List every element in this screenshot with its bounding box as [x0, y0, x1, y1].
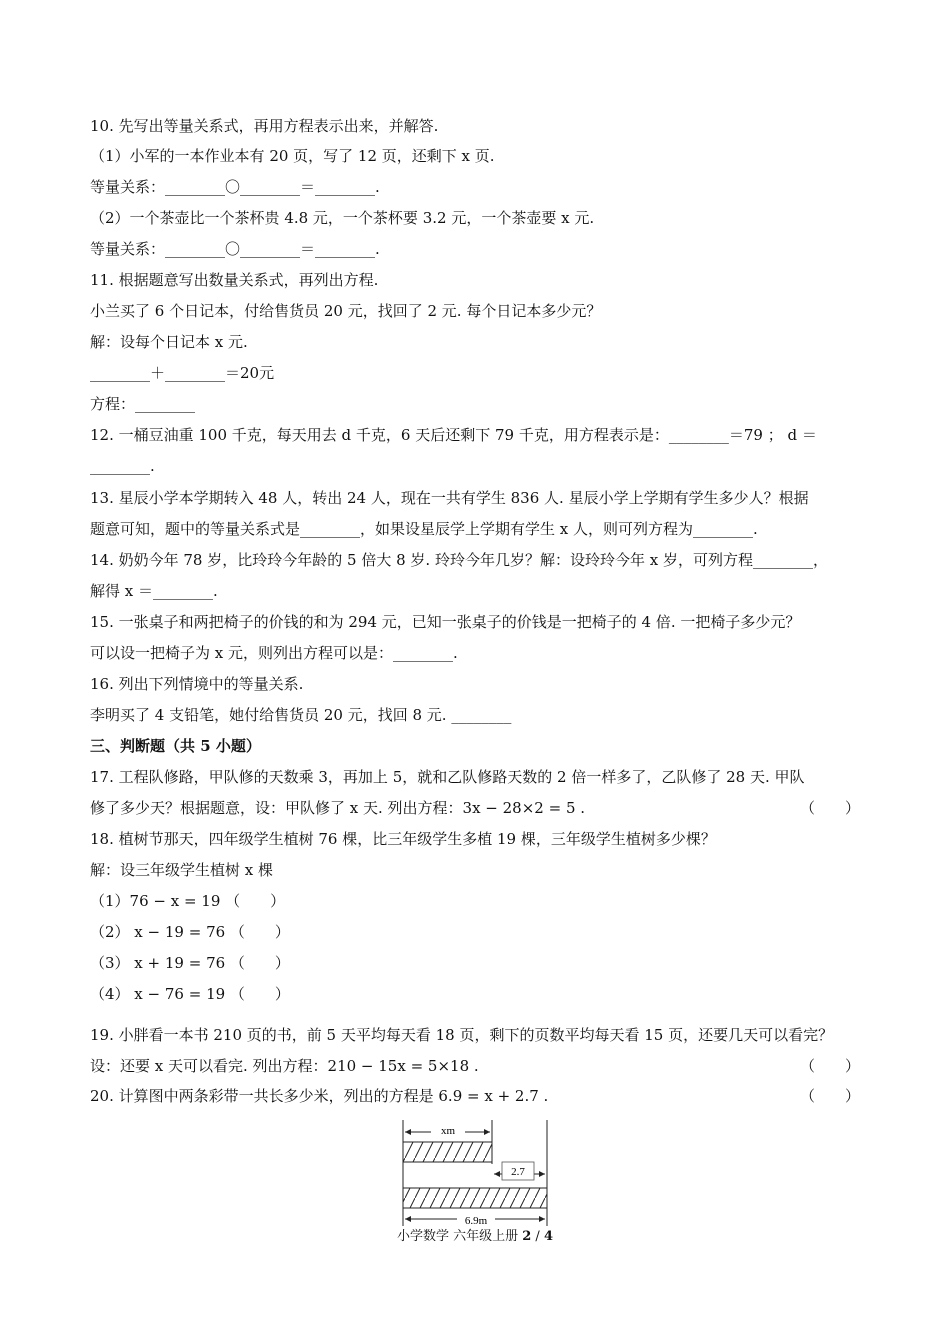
long-ribbon — [403, 1188, 547, 1208]
question-18-option-4: （4） x − 76 = 19 （ ） — [90, 985, 290, 1003]
question-19-answer-paren: （ ） — [800, 1057, 861, 1075]
question-19-text: 19. 小胖看一本书 210 页的书，前 5 天平均每天看 18 页，剩下的页数平均每天看 15 页，还要几天可以看完？ — [90, 1026, 834, 1044]
question-18-option-2: （2） x − 19 = 76 （ ） — [90, 923, 290, 941]
page-footer — [0, 1228, 950, 1246]
footer-page-number: 2 — [522, 1229, 532, 1244]
total-length-label: 6.9m — [464, 1215, 488, 1227]
question-20-text: 20. 计算图中两条彩带一共长多少米，列出的方程是 6.9 = x + 2.7 . — [90, 1087, 549, 1105]
question-11-text: 小兰买了 6 个日记本，付给售货员 20 元，找回了 2 元. 每个日记本多少元？ — [90, 302, 602, 320]
question-15-text-cont: 可以设一把椅子为 x 元，则列出方程可以是：________. — [90, 644, 458, 662]
question-11-solution: 解：设每个日记本 x 元. — [90, 333, 248, 351]
question-16-title: 16. 列出下列情境中的等量关系. — [90, 675, 304, 693]
question-17-answer-paren: （ ） — [800, 799, 861, 817]
question-14-text: 14. 奶奶今年 78 岁，比玲玲今年龄的 5 倍大 8 岁. 玲玲今年几岁？解：设玲玲今年 x 岁，可列方程________， — [90, 551, 828, 569]
question-14-answer: 解得 x ＝________. — [90, 582, 218, 600]
short-ribbon — [403, 1142, 492, 1162]
question-20-answer-paren: （ ） — [800, 1087, 861, 1105]
question-10-relation-2: 等量关系：________〇________＝________. — [90, 240, 380, 258]
question-17-text: 17. 工程队修路，甲队修的天数乘 3，再加上 5，就和乙队修路天数的 2 倍一样多了，乙队修了 28 天. 甲队 — [90, 768, 805, 786]
question-18-solution: 解：设三年级学生植树 x 棵 — [90, 861, 273, 879]
section-heading-judgment: 三、判断题（共 5 小题） — [90, 737, 261, 755]
footer-separator: / — [531, 1229, 544, 1244]
question-18-text: 18. 植树节那天，四年级学生植树 76 棵，比三年级学生多植 19 棵，三年级学生植树多少棵？ — [90, 830, 716, 848]
question-10-part-1: （1）小军的一本作业本有 20 页，写了 12 页，还剩下 x 页. — [90, 147, 495, 165]
question-13-text: 13. 星辰小学本学期转入 48 人，转出 24 人，现在一共有学生 836 人. 星辰小学上学期有学生多少人？根据 — [90, 489, 809, 507]
question-18-option-3: （3） x + 19 = 76 （ ） — [90, 954, 290, 972]
question-10-part-2: （2）一个茶壶比一个茶杯贵 4.8 元，一个茶杯要 3.2 元，一个茶壶要 x 元. — [90, 209, 595, 227]
question-15-text: 15. 一张桌子和两把椅子的价钱的和为 294 元，已知一张桌子的价钱是一把椅子的 4 倍. 一把椅子多少元？ — [90, 613, 801, 631]
question-10-title: 10. 先写出等量关系式，再用方程表示出来，并解答. — [90, 117, 439, 135]
question-16-text: 李明买了 4 支铅笔，她付给售货员 20 元，找回 8 元. ________ — [90, 706, 512, 724]
ribbon-diagram — [395, 1118, 565, 1230]
question-19-equation: 设：还要 x 天可以看完. 列出方程：210 − 15x = 5×18 . — [90, 1057, 479, 1075]
difference-label: 2.7 — [511, 1166, 525, 1178]
footer-course-label: 小学数学 六年级上册 — [396, 1229, 523, 1244]
question-11-equation: 方程：________ — [90, 395, 196, 413]
question-11-relation: ________＋________＝20元 — [90, 364, 275, 382]
question-12-text: 12. 一桶豆油重 100 千克，每天用去 d 千克，6 天后还剩下 79 千克，用方程表示是：________＝79 ； d ＝ — [90, 426, 817, 444]
question-12-answer: ________. — [90, 457, 155, 475]
x-length-label: xm — [440, 1125, 456, 1137]
question-17-equation: 修了多少天？根据题意，设：甲队修了 x 天. 列出方程：3x − 28×2 = 5 . — [90, 799, 586, 817]
footer-page-total: 4 — [543, 1229, 553, 1244]
question-13-text-cont: 题意可知，题中的等量关系式是________，如果设星辰学上学期有学生 x 人，则可列方程为________. — [90, 520, 758, 538]
question-18-option-1: （1）76 − x = 19 （ ） — [90, 892, 286, 910]
question-10-relation-1: 等量关系：________〇________＝________. — [90, 178, 380, 196]
question-11-title: 11. 根据题意写出数量关系式，再列出方程. — [90, 271, 379, 289]
